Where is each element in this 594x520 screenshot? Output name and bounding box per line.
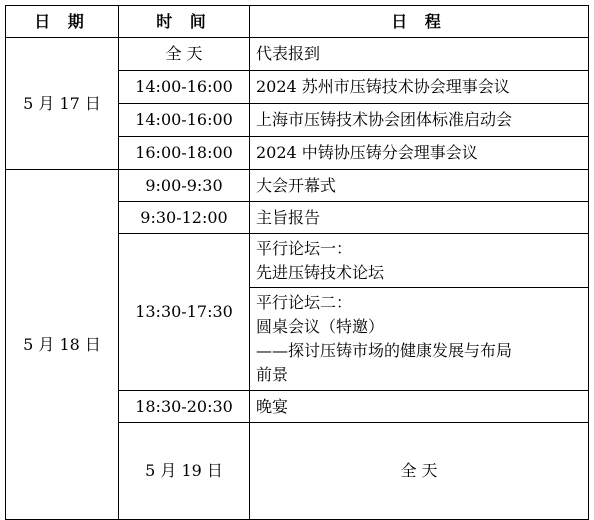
time-cell: 13:30-17:30 — [119, 234, 250, 391]
time-cell: 16:00-18:00 — [119, 137, 250, 170]
program-line: 2024 苏州市压铸技术协会理事会议 — [256, 77, 510, 96]
program-line: ——探讨压铸市场的健康发展与布局 — [256, 341, 513, 360]
program-cell — [250, 234, 589, 288]
table-row — [6, 38, 589, 71]
schedule-table — [5, 5, 589, 520]
header-row — [6, 6, 589, 38]
program-cell — [250, 391, 589, 423]
program-cell — [250, 137, 589, 170]
time-cell: 全 天 — [119, 38, 250, 71]
program-line: 代表报到 — [256, 44, 321, 63]
program-cell — [250, 170, 589, 202]
program-line: 大会开幕式 — [256, 175, 337, 195]
time-cell: 14:00-16:00 — [119, 71, 250, 104]
table-row — [6, 170, 589, 202]
time-cell: 18:30-20:30 — [119, 391, 250, 423]
program-column-header: 日 程 — [250, 6, 589, 38]
day-cell-may18: 5 月 18 日 — [6, 170, 119, 520]
program-cell — [250, 71, 589, 104]
time-cell: 14:00-16:00 — [119, 104, 250, 137]
date-column-header: 日 期 — [6, 6, 119, 38]
program-line: 前景 — [256, 365, 289, 384]
program-line: 主旨报告 — [256, 207, 321, 227]
program-line: 圆桌会议（特邀） — [256, 317, 385, 336]
program-cell — [250, 202, 589, 234]
program-line: 上海市压铸技术协会团体标准启动会 — [256, 110, 513, 129]
day-cell-may17: 5 月 17 日 — [6, 38, 119, 170]
program-cell — [250, 288, 589, 391]
program-cell — [250, 104, 589, 137]
time-cell: 全 天 — [250, 423, 589, 520]
program-line: 晚宴 — [256, 396, 289, 416]
time-cell: 9:00-9:30 — [119, 170, 250, 202]
program-line: 2024 中铸协压铸分会理事会议 — [256, 143, 478, 162]
program-line: 平行论坛二： — [256, 293, 353, 312]
time-cell: 9:30-12:00 — [119, 202, 250, 234]
program-line: 先进压铸技术论坛 — [256, 262, 385, 282]
time-column-header: 时 间 — [119, 6, 250, 38]
day-cell-may19: 5 月 19 日 — [119, 423, 250, 520]
program-cell — [250, 38, 589, 71]
program-line: 平行论坛一： — [256, 238, 353, 258]
